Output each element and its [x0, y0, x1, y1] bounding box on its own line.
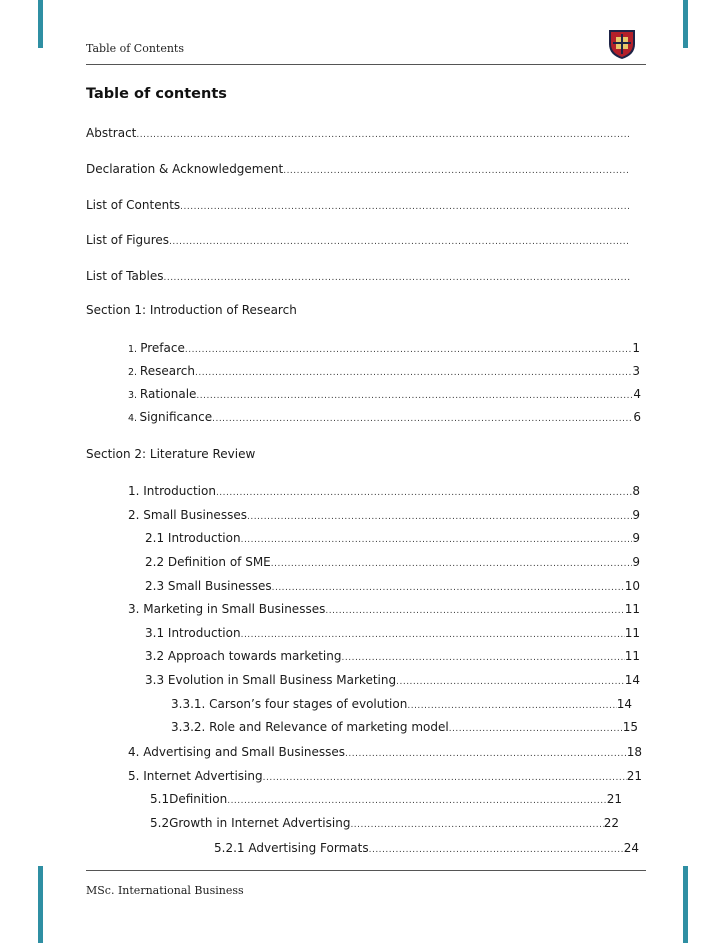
toc-entry-5-1-definition[interactable]: 5.1Definition ..... 21: [150, 791, 622, 807]
toc-entry-significance[interactable]: 4. Significance ..... 6: [128, 409, 641, 425]
toc-entry-list-of-tables[interactable]: List of Tables .....: [86, 268, 630, 284]
section-2-heading: Section 2: Literature Review: [86, 447, 256, 461]
toc-entry-small-businesses[interactable]: 2. Small Businesses ..... 9: [128, 507, 640, 523]
toc-entry-5-2-1-advertising-formats[interactable]: 5.2.1 Advertising Formats ..... 24: [214, 840, 639, 856]
toc-entry-introduction[interactable]: 1. Introduction ..... 8: [128, 483, 640, 499]
toc-entry-2-1-introduction[interactable]: 2.1 Introduction ..... 9: [145, 530, 640, 546]
toc-entry-list-of-figures[interactable]: List of Figures .....: [86, 232, 630, 248]
toc-entry-abstract[interactable]: Abstract .....: [86, 125, 630, 141]
toc-entry-3-3-1-carsons-four-stages[interactable]: 3.3.1. Carson’s four stages of evolution ..... 14: [171, 696, 632, 712]
toc-entry-5-2-growth-in-internet-advertising[interactable]: 5.2Growth in Internet Advertising ..... 22: [150, 815, 619, 831]
toc-entry-3-3-evolution-in-small-business-marketing[interactable]: 3.3 Evolution in Small Business Marketing ..... 14: [145, 672, 640, 688]
university-crest-icon: [607, 28, 637, 60]
footer-left-accent-bar: [38, 866, 43, 943]
toc-entry-advertising-and-small-businesses[interactable]: 4. Advertising and Small Businesses ..... 18: [128, 744, 642, 760]
footer-right-accent-bar: [683, 866, 688, 943]
toc-entry-2-2-definition-of-sme[interactable]: 2.2 Definition of SME ..... 9: [145, 554, 640, 570]
footer-divider: [86, 870, 646, 871]
toc-entry-marketing-in-small-businesses[interactable]: 3. Marketing in Small Businesses ..... 11: [128, 601, 640, 617]
toc-entry-rationale[interactable]: 3. Rationale ..... 4: [128, 386, 641, 402]
toc-entry-research[interactable]: 2. Research ..... 3: [128, 363, 640, 379]
section-1-heading: Section 1: Introduction of Research: [86, 303, 297, 317]
header-right-accent-bar: [683, 0, 688, 48]
header-divider: [86, 64, 646, 65]
toc-entry-preface[interactable]: 1. Preface ..... 1: [128, 340, 640, 356]
toc-title: Table of contents: [86, 86, 227, 102]
header-left-accent-bar: [38, 0, 43, 48]
toc-entry-internet-advertising[interactable]: 5. Internet Advertising ..... 21: [128, 768, 642, 784]
toc-entry-2-3-small-businesses[interactable]: 2.3 Small Businesses ..... 10: [145, 578, 640, 594]
header-title: Table of Contents: [86, 42, 185, 55]
toc-entry-declaration[interactable]: Declaration & Acknowledgement .....: [86, 161, 630, 177]
toc-entry-3-2-approach-towards-marketing[interactable]: 3.2 Approach towards marketing ..... 11: [145, 648, 640, 664]
toc-entry-list-of-contents[interactable]: List of Contents .....: [86, 197, 630, 213]
toc-entry-3-1-introduction[interactable]: 3.1 Introduction ..... 11: [145, 625, 640, 641]
toc-entry-3-3-2-role-and-relevance[interactable]: 3.3.2. Role and Relevance of marketing model ..... 15: [171, 719, 638, 735]
footer-text: MSc. International Business: [86, 884, 244, 897]
